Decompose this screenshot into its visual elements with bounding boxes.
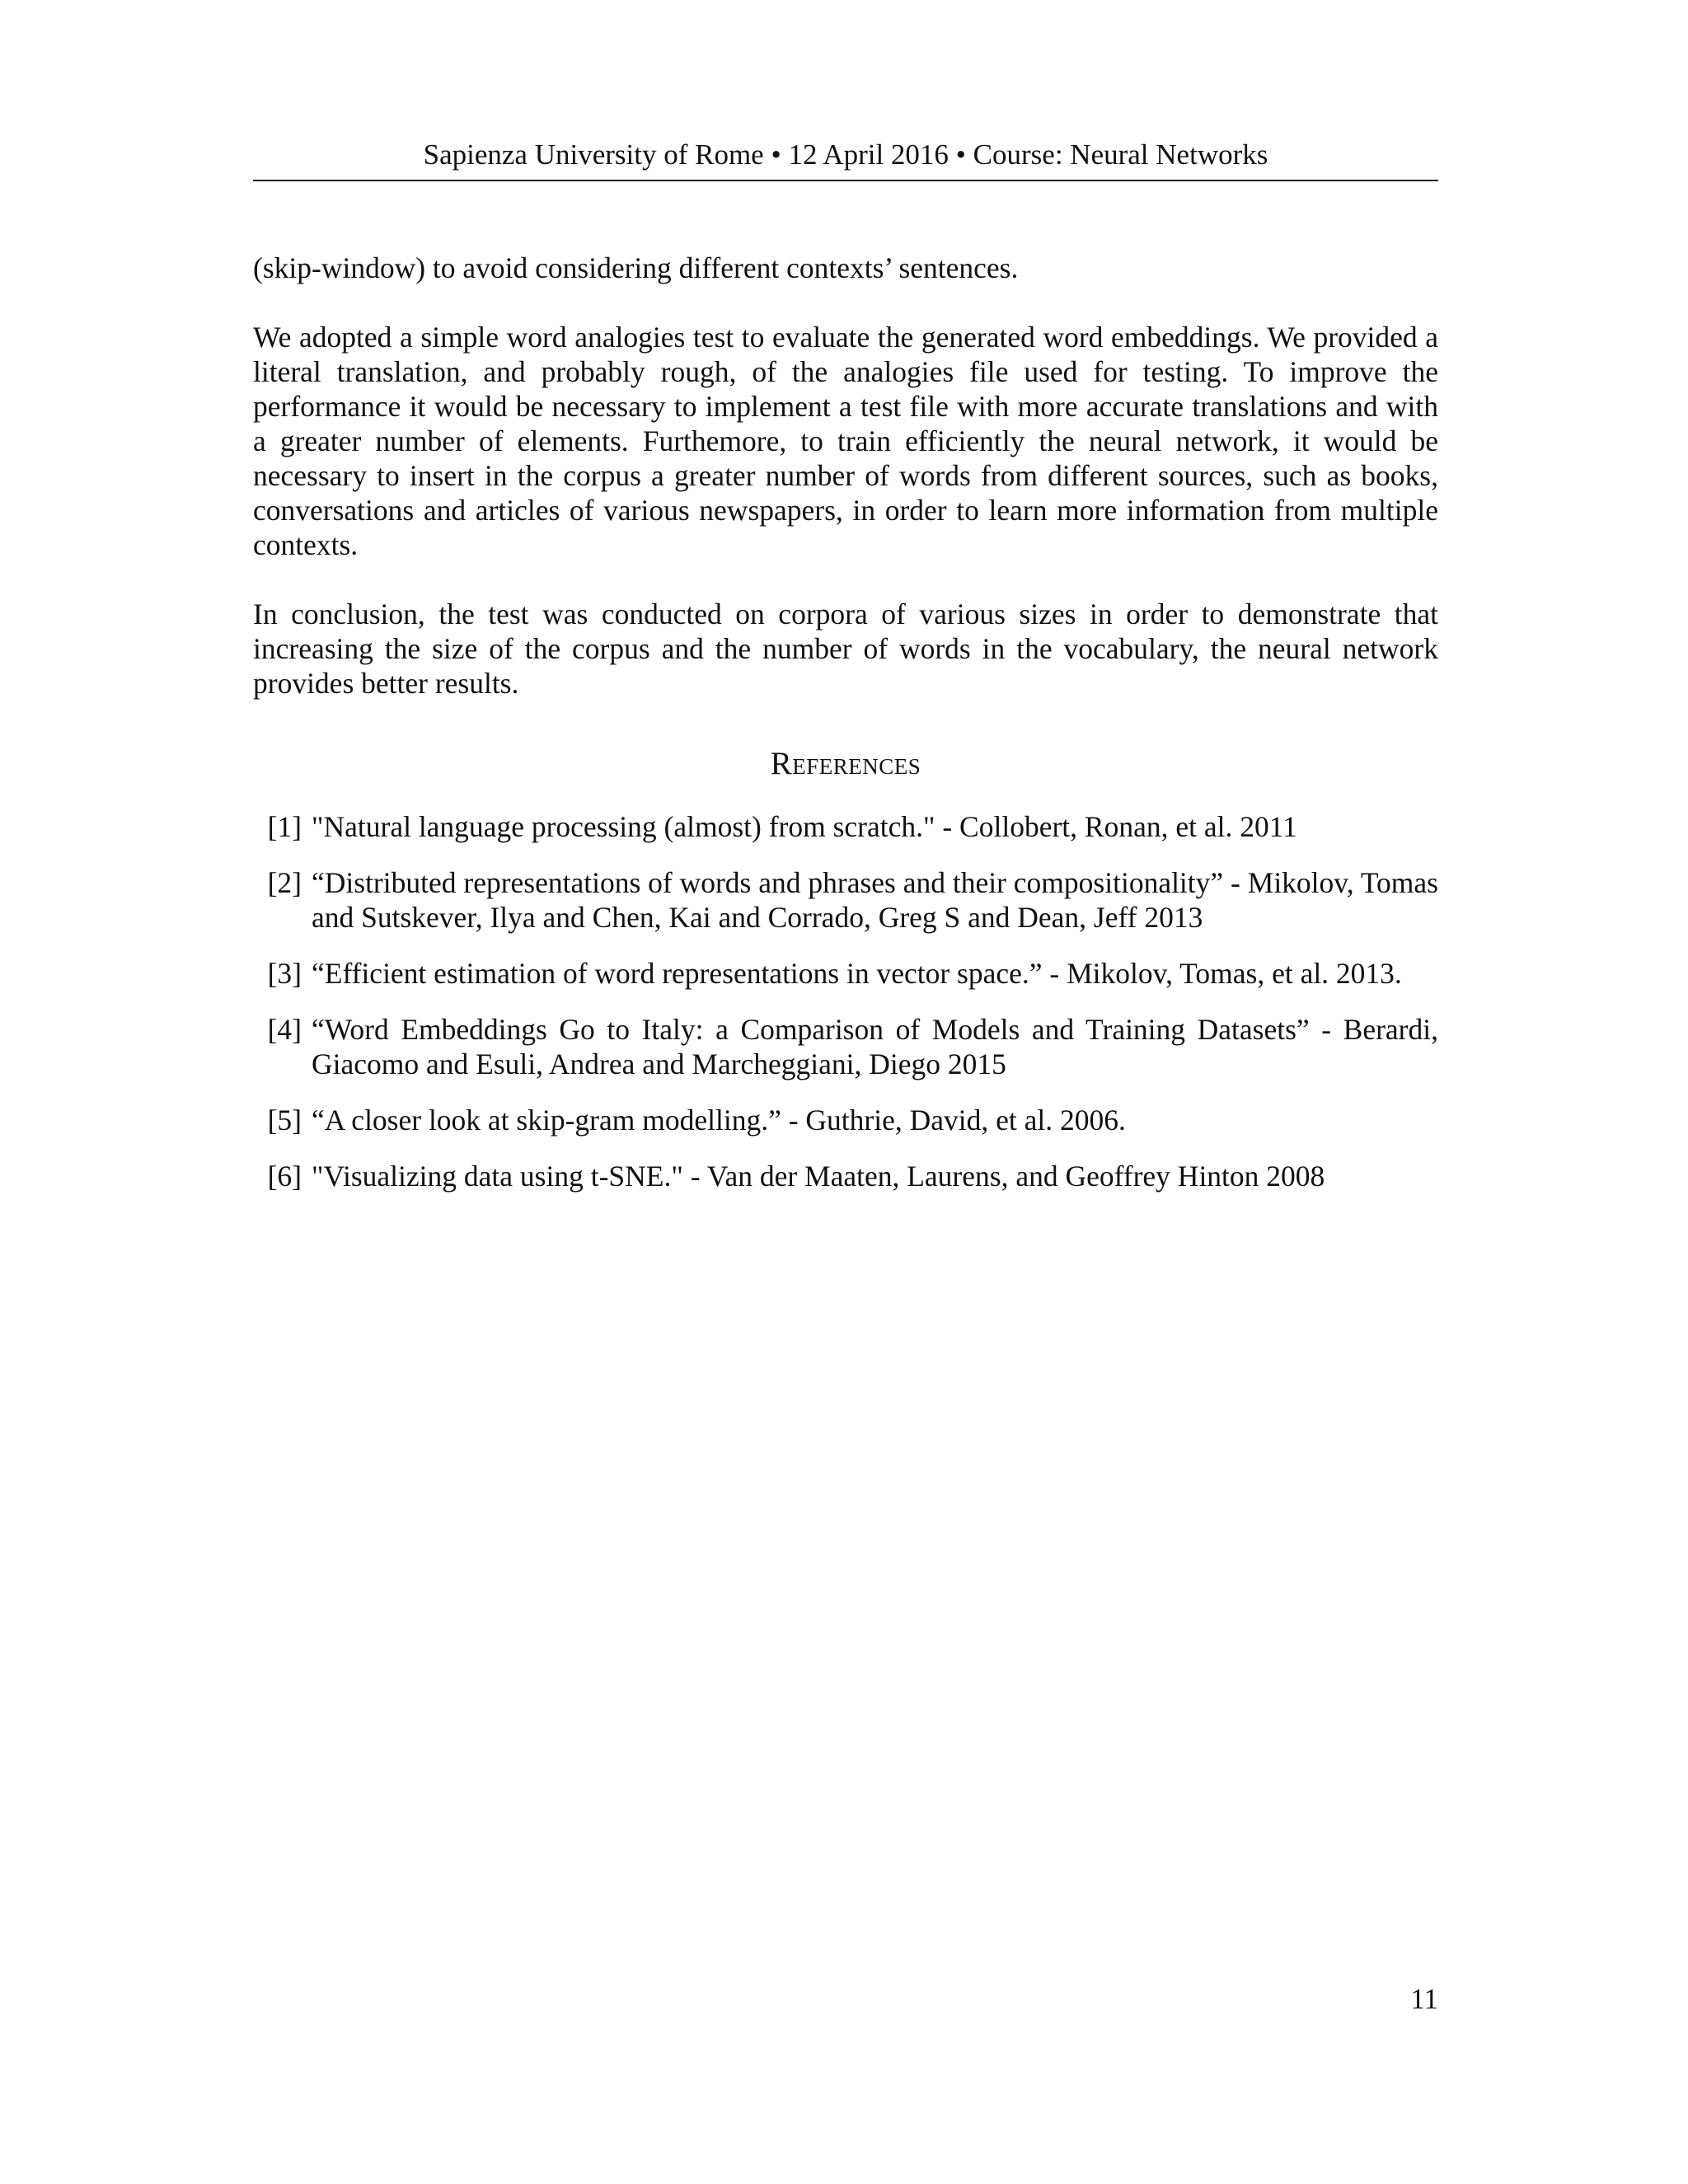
reference-item bbox=[253, 1159, 1438, 1193]
running-header-title: Sapienza University of Rome • 12 April 2016 • Course: Neural Networks bbox=[423, 138, 1268, 171]
running-header bbox=[253, 138, 1438, 181]
reference-number: [5] bbox=[267, 1104, 302, 1137]
reference-item bbox=[253, 1012, 1438, 1081]
paragraph: (skip-window) to avoid considering different contexts’ sentences. bbox=[253, 251, 1019, 284]
reference-item bbox=[253, 809, 1438, 844]
reference-text: "Visualizing data using t-SNE." - Van der Maaten, Laurens, and Geoffrey Hinton 2008 bbox=[312, 1160, 1325, 1193]
page-number: 11 bbox=[1410, 1983, 1438, 2015]
reference-item bbox=[253, 956, 1438, 991]
reference-text: "Natural language processing (almost) from scratch." - Collobert, Ronan, et al. 2011 bbox=[312, 810, 1297, 843]
references-list bbox=[253, 809, 1438, 1215]
reference-number: [6] bbox=[267, 1160, 302, 1193]
reference-text: “Word Embeddings Go to Italy: a Comparison of Models and Training Datasets” - Berardi, Giacomo and Esuli, Andrea and Marcheggiani, Diego 2015 bbox=[312, 1013, 1438, 1080]
reference-number: [2] bbox=[267, 866, 302, 899]
reference-text: “Efficient estimation of word representations in vector space.” - Mikolov, Tomas, et al. 2013. bbox=[312, 957, 1402, 990]
reference-text: “Distributed representations of words and phrases and their compositionality” - Mikolov, Tomas and Sutskever, Ilya and Chen, Kai and Corrado, Greg S and Dean, Jeff 2013 bbox=[312, 866, 1438, 934]
reference-number: [3] bbox=[267, 957, 302, 990]
reference-item bbox=[253, 865, 1438, 935]
paragraph: We adopted a simple word analogies test to evaluate the generated word embeddings. We provided a literal translation, and probably rough, of the analogies file used for testing. To improve the performance it would be necessary to implement a test file with more accurate translations and with a greater number of elements. Furthemore, to train efficiently the neural network, it would be necessary to insert in the corpus a greater number of words from different sources, such as books, conversations and articles of various newspapers, in order to learn more information from multiple contexts. bbox=[253, 321, 1438, 561]
reference-item bbox=[253, 1103, 1438, 1137]
reference-text: “A closer look at skip-gram modelling.” - Guthrie, David, et al. 2006. bbox=[312, 1104, 1126, 1137]
paragraph: In conclusion, the test was conducted on corpora of various sizes in order to demonstrate that increasing the size of the corpus and the number of words in the vocabulary, the neural network provides better results. bbox=[253, 598, 1438, 700]
references-heading: References bbox=[770, 746, 921, 781]
body-text bbox=[253, 251, 1438, 735]
reference-number: [1] bbox=[267, 810, 302, 843]
reference-number: [4] bbox=[267, 1013, 302, 1046]
